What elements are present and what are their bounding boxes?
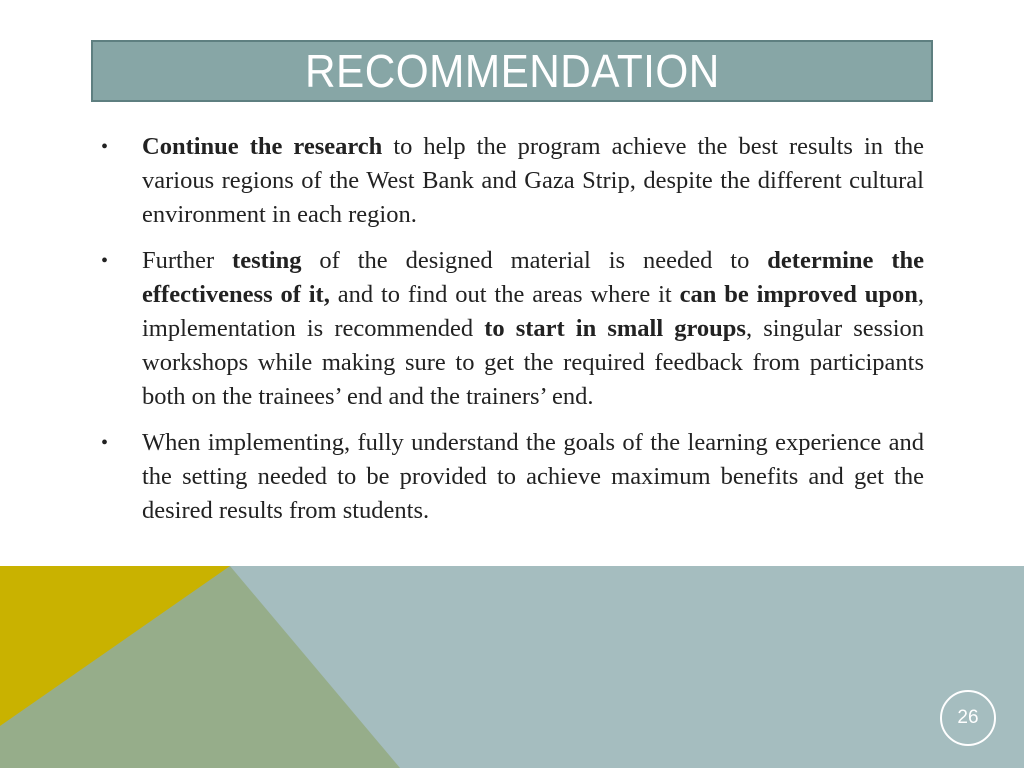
bullet-icon: • [101, 136, 109, 158]
text-phrase: and to find out the areas where it [329, 280, 680, 308]
page-number-badge [940, 690, 996, 746]
bullet-text [142, 130, 924, 233]
page-number: 26 [957, 707, 979, 728]
bold-phrase: Continue the research [142, 133, 383, 160]
bullet-list [100, 130, 924, 539]
bullet-item [100, 244, 924, 415]
bullet-text [142, 244, 924, 415]
bullet-text [142, 426, 924, 529]
page-title: RECOMMENDATION [304, 45, 720, 97]
text-phrase: of the designed material is needed to [301, 246, 768, 274]
bold-phrase: to start in small groups [484, 315, 746, 343]
bold-phrase: can be improved upon [679, 280, 918, 308]
title-bar [91, 40, 933, 102]
text-phrase: Further [142, 246, 233, 274]
bold-phrase: determine the effectiveness of it, [142, 246, 924, 308]
bullet-item [100, 426, 924, 529]
bullet-icon: • [101, 431, 109, 454]
text-phrase: , singular session workshops while making sure to get the required feedback from participants both on the trainees’ end and the trainers’ end. [142, 315, 925, 411]
bold-phrase: testing [232, 246, 302, 274]
decorative-background [0, 566, 1024, 768]
text-phrase: , implementation is recommended [142, 280, 924, 343]
bullet-item [100, 130, 924, 233]
text-phrase: to help the program achieve the best results in the various regions of the West Bank and Gaza Strip, despite the different cultural environment in each region. [142, 133, 924, 229]
text-phrase: When implementing, fully understand the goals of the learning experience and the setting needed to be provided to achieve maximum benefits and get the desired results from students. [142, 428, 924, 525]
bullet-icon: • [101, 249, 109, 272]
